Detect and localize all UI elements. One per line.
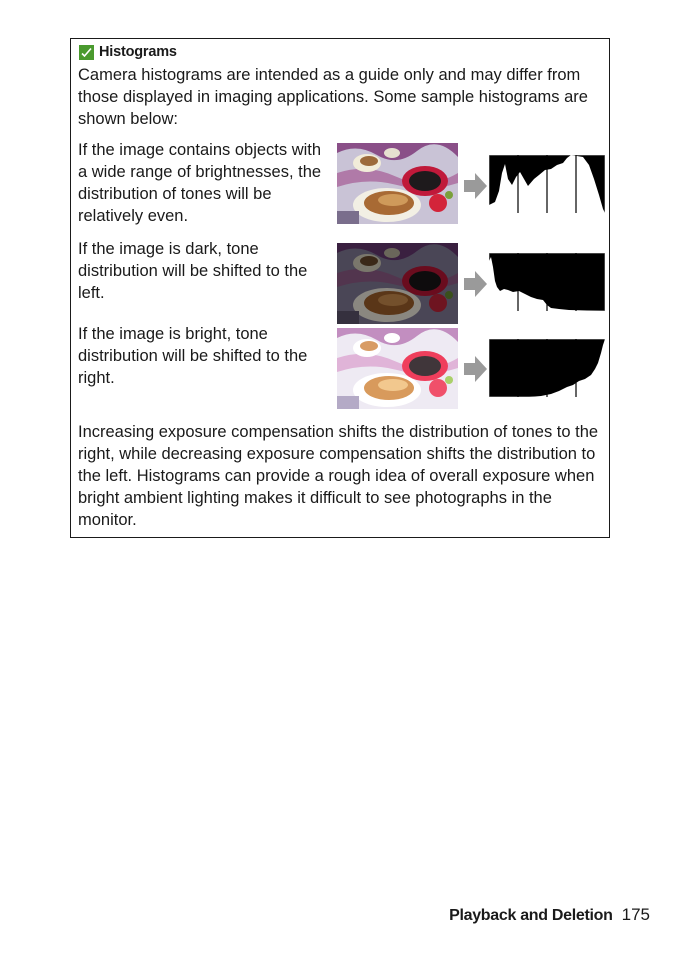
note-title: Histograms	[99, 44, 177, 60]
footer-section-title: Playback and Deletion	[449, 907, 613, 924]
sample-text-balanced: If the image contains objects with a wide range of brightnesses, the distribution of tones will be relatively even.	[78, 141, 322, 225]
checkmark-note-icon	[79, 45, 94, 60]
sample-photo-dark	[337, 243, 458, 324]
arrow-icon	[463, 354, 488, 384]
sample-photo-bright	[337, 328, 458, 409]
histogram-dark	[489, 253, 605, 311]
note-header	[79, 43, 177, 61]
page-footer	[449, 905, 650, 925]
arrow-icon	[463, 171, 488, 201]
arrow-icon	[463, 269, 488, 299]
sample-text-bright: If the image is bright, tone distribution will be shifted to the right.	[78, 325, 308, 387]
histogram-balanced	[489, 155, 605, 213]
closing-paragraph: Increasing exposure compensation shifts the distribution of tones to the right, while decreasing exposure compensation shifts the distribution to the left. Histograms can provide a rough idea of overall exposure when bright ambient lighting makes it difficult to see photographs in the monitor.	[78, 423, 599, 529]
sample-photo-balanced	[337, 143, 458, 224]
page-number: 175	[621, 905, 650, 924]
sample-text-dark: If the image is dark, tone distribution will be shifted to the left.	[78, 240, 308, 302]
histogram-bright	[489, 339, 605, 397]
intro-paragraph: Camera histograms are intended as a guide only and may differ from those displayed in imaging applications. Some sample histograms are shown below:	[78, 66, 588, 128]
histograms-note	[70, 38, 610, 538]
